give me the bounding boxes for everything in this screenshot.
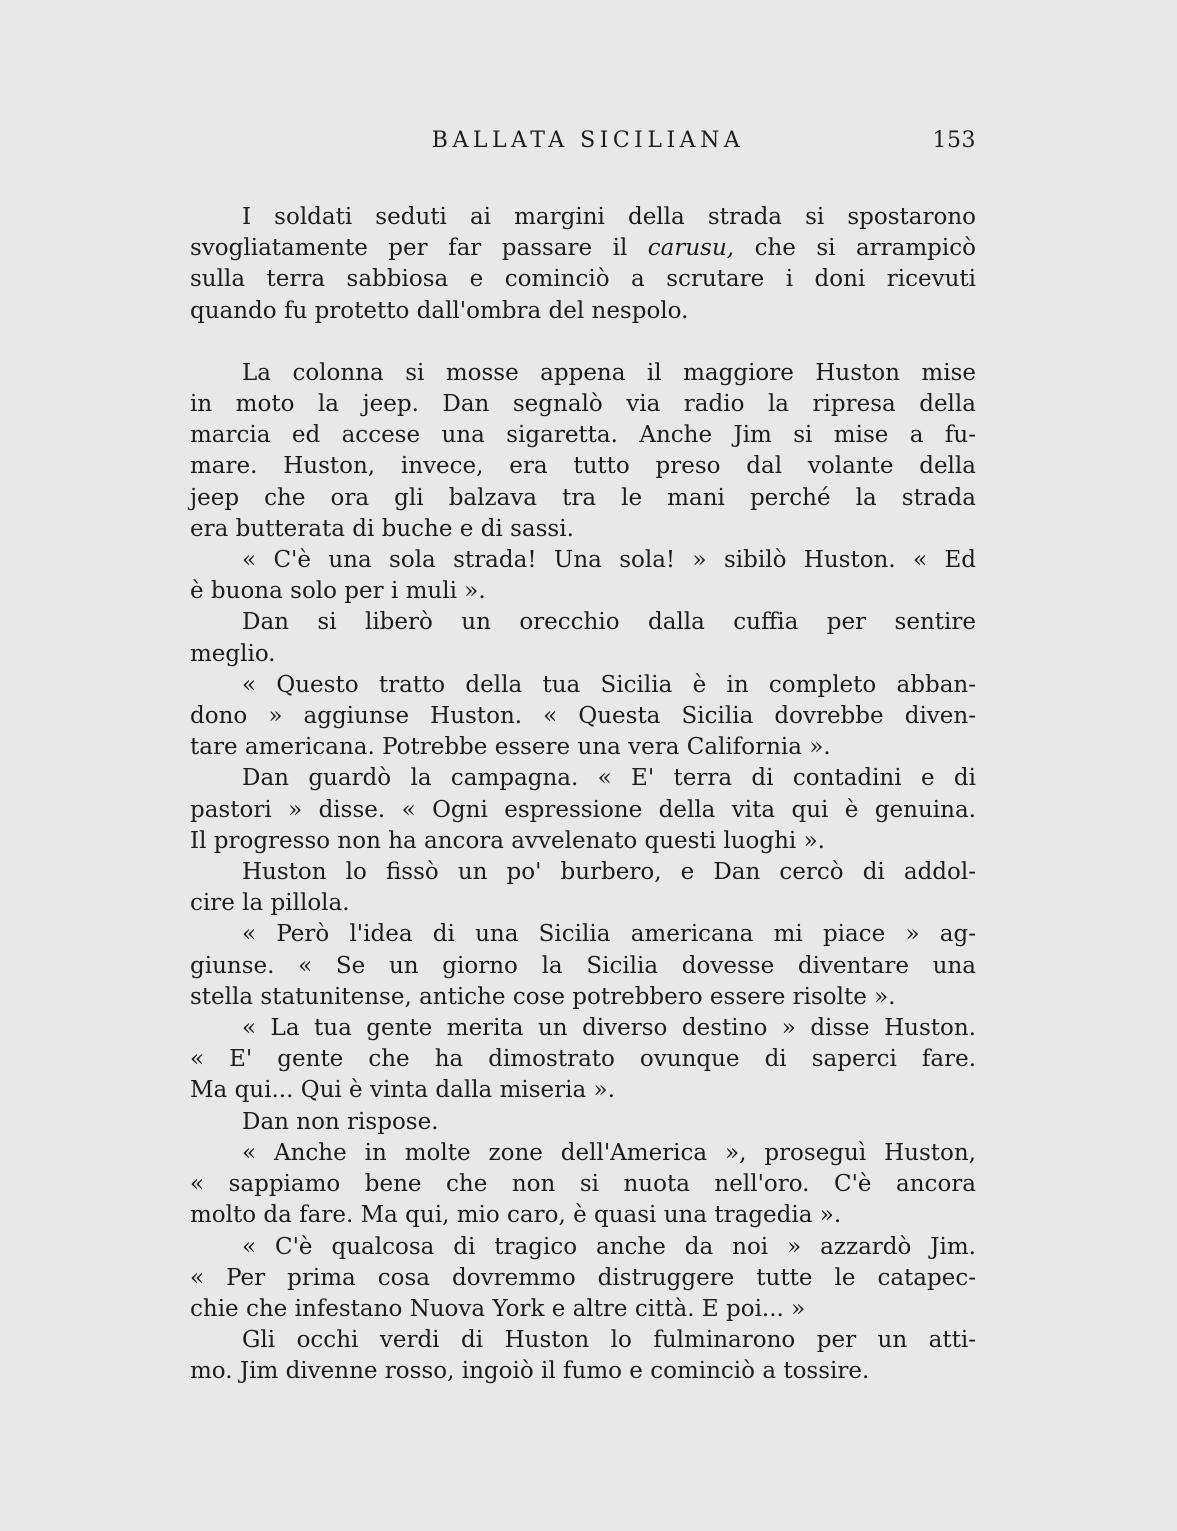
text-line: Dan non rispose. xyxy=(242,1108,439,1135)
text-line: svogliatamente per far passare il carusu, che si arrampicò xyxy=(190,235,976,262)
text-line: meglio. xyxy=(190,640,276,667)
text-line: « La tua gente merita un diverso destino » disse Huston. xyxy=(242,1015,976,1042)
paragraph-gap xyxy=(190,327,976,358)
paragraph-10 xyxy=(190,1107,976,1138)
paragraph-13 xyxy=(190,1325,976,1387)
paragraph-5 xyxy=(190,670,976,764)
text-line: è buona solo per i muli ». xyxy=(190,578,486,605)
paragraph-11 xyxy=(190,1138,976,1232)
text-line: « Questo tratto della tua Sicilia è in completo abban- xyxy=(242,671,976,698)
text-line: dono » aggiunse Huston. « Questa Sicilia dovrebbe diven- xyxy=(190,703,976,730)
body-text xyxy=(190,202,976,1388)
text-line: « Anche in molte zone dell'America », proseguì Huston, xyxy=(242,1139,976,1166)
text-line: sulla terra sabbiosa e cominciò a scrutare i doni ricevuti xyxy=(190,266,976,293)
paragraph-7 xyxy=(190,857,976,919)
text-line: Dan si liberò un orecchio dalla cuffia per sentire xyxy=(242,609,976,636)
text-line: La colonna si mosse appena il maggiore Huston mise xyxy=(242,359,976,386)
text-line: marcia ed accese una sigaretta. Anche Jim si mise a fu- xyxy=(190,422,976,449)
page-number: 153 xyxy=(932,128,976,153)
text-line: tare americana. Potrebbe essere una vera California ». xyxy=(190,734,831,761)
paragraph-4 xyxy=(190,607,976,669)
text-line: molto da fare. Ma qui, mio caro, è quasi una tragedia ». xyxy=(190,1202,842,1229)
running-title: BALLATA SICILIANA xyxy=(431,128,745,153)
text-line: mo. Jim divenne rosso, ingoiò il fumo e cominciò a tossire. xyxy=(190,1358,870,1385)
text-line: Dan guardò la campagna. « E' terra di contadini e di xyxy=(242,765,976,792)
text-line: I soldati seduti ai margini della strada si spostarono xyxy=(242,204,976,230)
text-line: cire la pillola. xyxy=(190,890,350,917)
text-line: « Però l'idea di una Sicilia americana mi piace » ag- xyxy=(242,921,976,948)
text-line: « E' gente che ha dimostrato ovunque di saperci fare. xyxy=(190,1046,976,1073)
text-line: chie che infestano Nuova York e altre città. E poi... » xyxy=(190,1295,806,1322)
paragraph-3 xyxy=(190,545,976,607)
text-line: Huston lo fissò un po' burbero, e Dan cercò di addol- xyxy=(242,859,976,886)
text-line: in moto la jeep. Dan segnalò via radio la ripresa della xyxy=(190,391,976,418)
paragraph-9 xyxy=(190,1013,976,1107)
paragraph-12 xyxy=(190,1232,976,1326)
text-line: « Per prima cosa dovremmo distruggere tutte le catapec- xyxy=(190,1264,976,1291)
text-line: Ma qui... Qui è vinta dalla miseria ». xyxy=(190,1077,615,1104)
text-line: giunse. « Se un giorno la Sicilia dovesse diventare una xyxy=(190,952,976,979)
paragraph-6 xyxy=(190,763,976,857)
text-line: « C'è una sola strada! Una sola! » sibilò Huston. « Ed xyxy=(242,547,976,574)
text-line: Gli occhi verdi di Huston lo fulminarono per un atti- xyxy=(242,1327,976,1354)
text-line: « sappiamo bene che non si nuota nell'oro. C'è ancora xyxy=(190,1171,976,1198)
text-line: quando fu protetto dall'ombra del nespolo. xyxy=(190,297,689,324)
paragraph-1 xyxy=(190,202,976,327)
text-line: Il progresso non ha ancora avvelenato questi luoghi ». xyxy=(190,827,825,854)
text-line: mare. Huston, invece, era tutto preso dal volante della xyxy=(190,453,976,480)
paragraph-8 xyxy=(190,919,976,1013)
text-line: pastori » disse. « Ogni espressione della vita qui è genuina. xyxy=(190,796,976,823)
italic-word: carusu, xyxy=(647,235,735,262)
text-line: stella statunitense, antiche cose potrebbero essere risolte ». xyxy=(190,983,896,1010)
running-head xyxy=(190,128,976,160)
text-line: « C'è qualcosa di tragico anche da noi » azzardò Jim. xyxy=(242,1233,976,1260)
paragraph-2 xyxy=(190,358,976,545)
text-line: era butterata di buche e di sassi. xyxy=(190,515,574,542)
text-line: jeep che ora gli balzava tra le mani perché la strada xyxy=(190,484,976,511)
